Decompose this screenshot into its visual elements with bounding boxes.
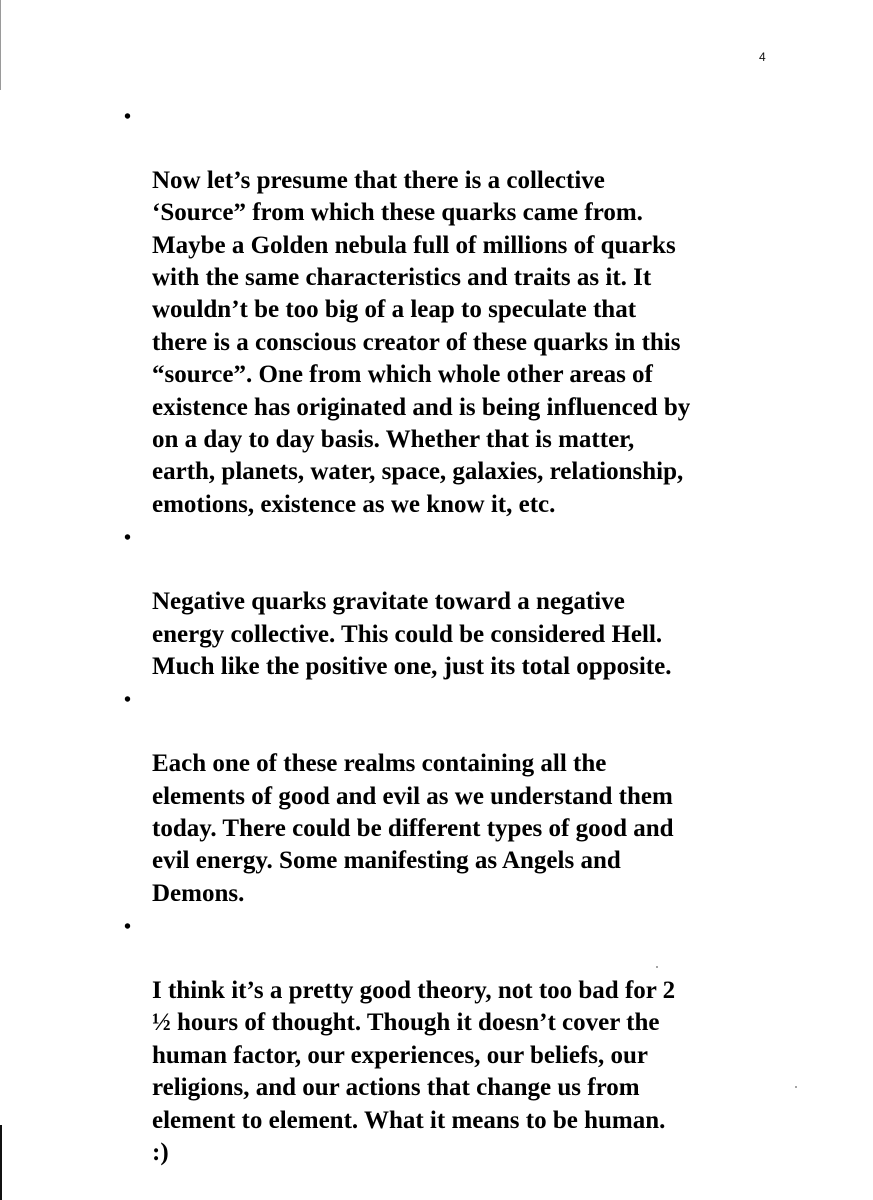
bullet-list <box>124 100 802 1169</box>
bullet-dot-icon: • <box>124 916 132 939</box>
bullet-item <box>124 910 802 1169</box>
scan-edge-mark <box>0 0 1 90</box>
page-number: 4 <box>759 50 766 64</box>
scan-edge-mark-bottom <box>0 1125 2 1200</box>
bullet-item <box>124 521 802 683</box>
bullet-text: Each one of these realms containing all the elements of good and evil as we understand them today. There could be different types of good and evil energy. Some manifesting as Angels and Demons. <box>152 750 674 907</box>
bullet-item <box>124 683 802 910</box>
scan-speck <box>656 966 658 968</box>
scan-speck <box>795 1086 797 1088</box>
bullet-dot-icon: • <box>124 106 132 128</box>
bullet-dot-icon: • <box>124 689 132 712</box>
bullet-text: Now let’s presume that there is a collective ‘Source” from which these quarks came from. Maybe a Golden nebula full of millions of quarks with the same characteristics and traits as it. It wouldn’t be too big of a leap to speculate that there is a conscious creator of these quarks in this “source”. One from which whole other areas of existence has originated and is being influenced by on a day to day basis. Whether that is matter, earth, planets, water, space, galaxies, relationship, emotions, existence as we know it, etc. <box>152 166 691 518</box>
bullet-item <box>124 100 802 521</box>
bullet-text: Negative quarks gravitate toward a negative energy collective. This could be considered Hell. Much like the positive one, just its total opposite. <box>152 588 672 680</box>
bullet-text: I think it’s a pretty good theory, not too bad for 2 ½ hours of thought. Though it doesn’t cover the human factor, our experiences, our beliefs, our religions, and our actions that change us from element to element. What it means to be human. :) <box>152 976 676 1166</box>
bullet-dot-icon: • <box>124 527 132 550</box>
